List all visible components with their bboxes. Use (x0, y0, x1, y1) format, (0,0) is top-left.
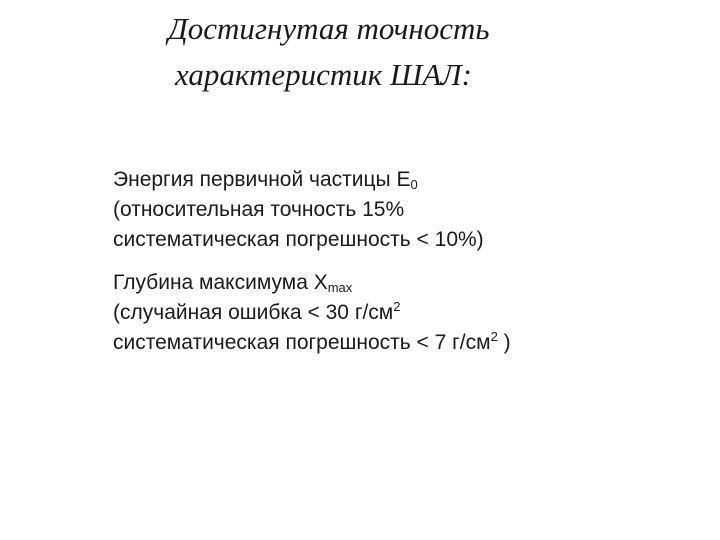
title-line-2: характеристик ШАЛ: (175, 57, 472, 92)
slide-title (168, 6, 708, 98)
depth-random-error (113, 298, 713, 328)
energy-systematic-error: систематическая погрешность < 10%) (113, 228, 484, 251)
depth-heading (113, 268, 713, 298)
depth-systematic-error-tail: ) (497, 331, 511, 354)
depth-accuracy-block (113, 268, 713, 358)
energy-relative-accuracy: (относительная точность 15% (113, 198, 405, 221)
energy-subscript: 0 (410, 177, 418, 192)
depth-subscript: max (327, 280, 353, 295)
depth-random-error-superscript: 2 (393, 299, 401, 314)
energy-accuracy-block (113, 165, 713, 255)
depth-systematic-error-text: систематическая погрешность < 7 г/см (113, 331, 491, 354)
energy-heading (113, 165, 713, 195)
depth-random-error-text: (случайная ошибка < 30 г/см (113, 301, 394, 324)
depth-heading-text: Глубина максимума X (113, 271, 328, 294)
depth-systematic-error (113, 328, 713, 358)
depth-systematic-error-superscript: 2 (490, 329, 498, 344)
energy-heading-text: Энергия первичной частицы E (113, 168, 411, 191)
title-line-1: Достигнутая точность (168, 11, 490, 46)
